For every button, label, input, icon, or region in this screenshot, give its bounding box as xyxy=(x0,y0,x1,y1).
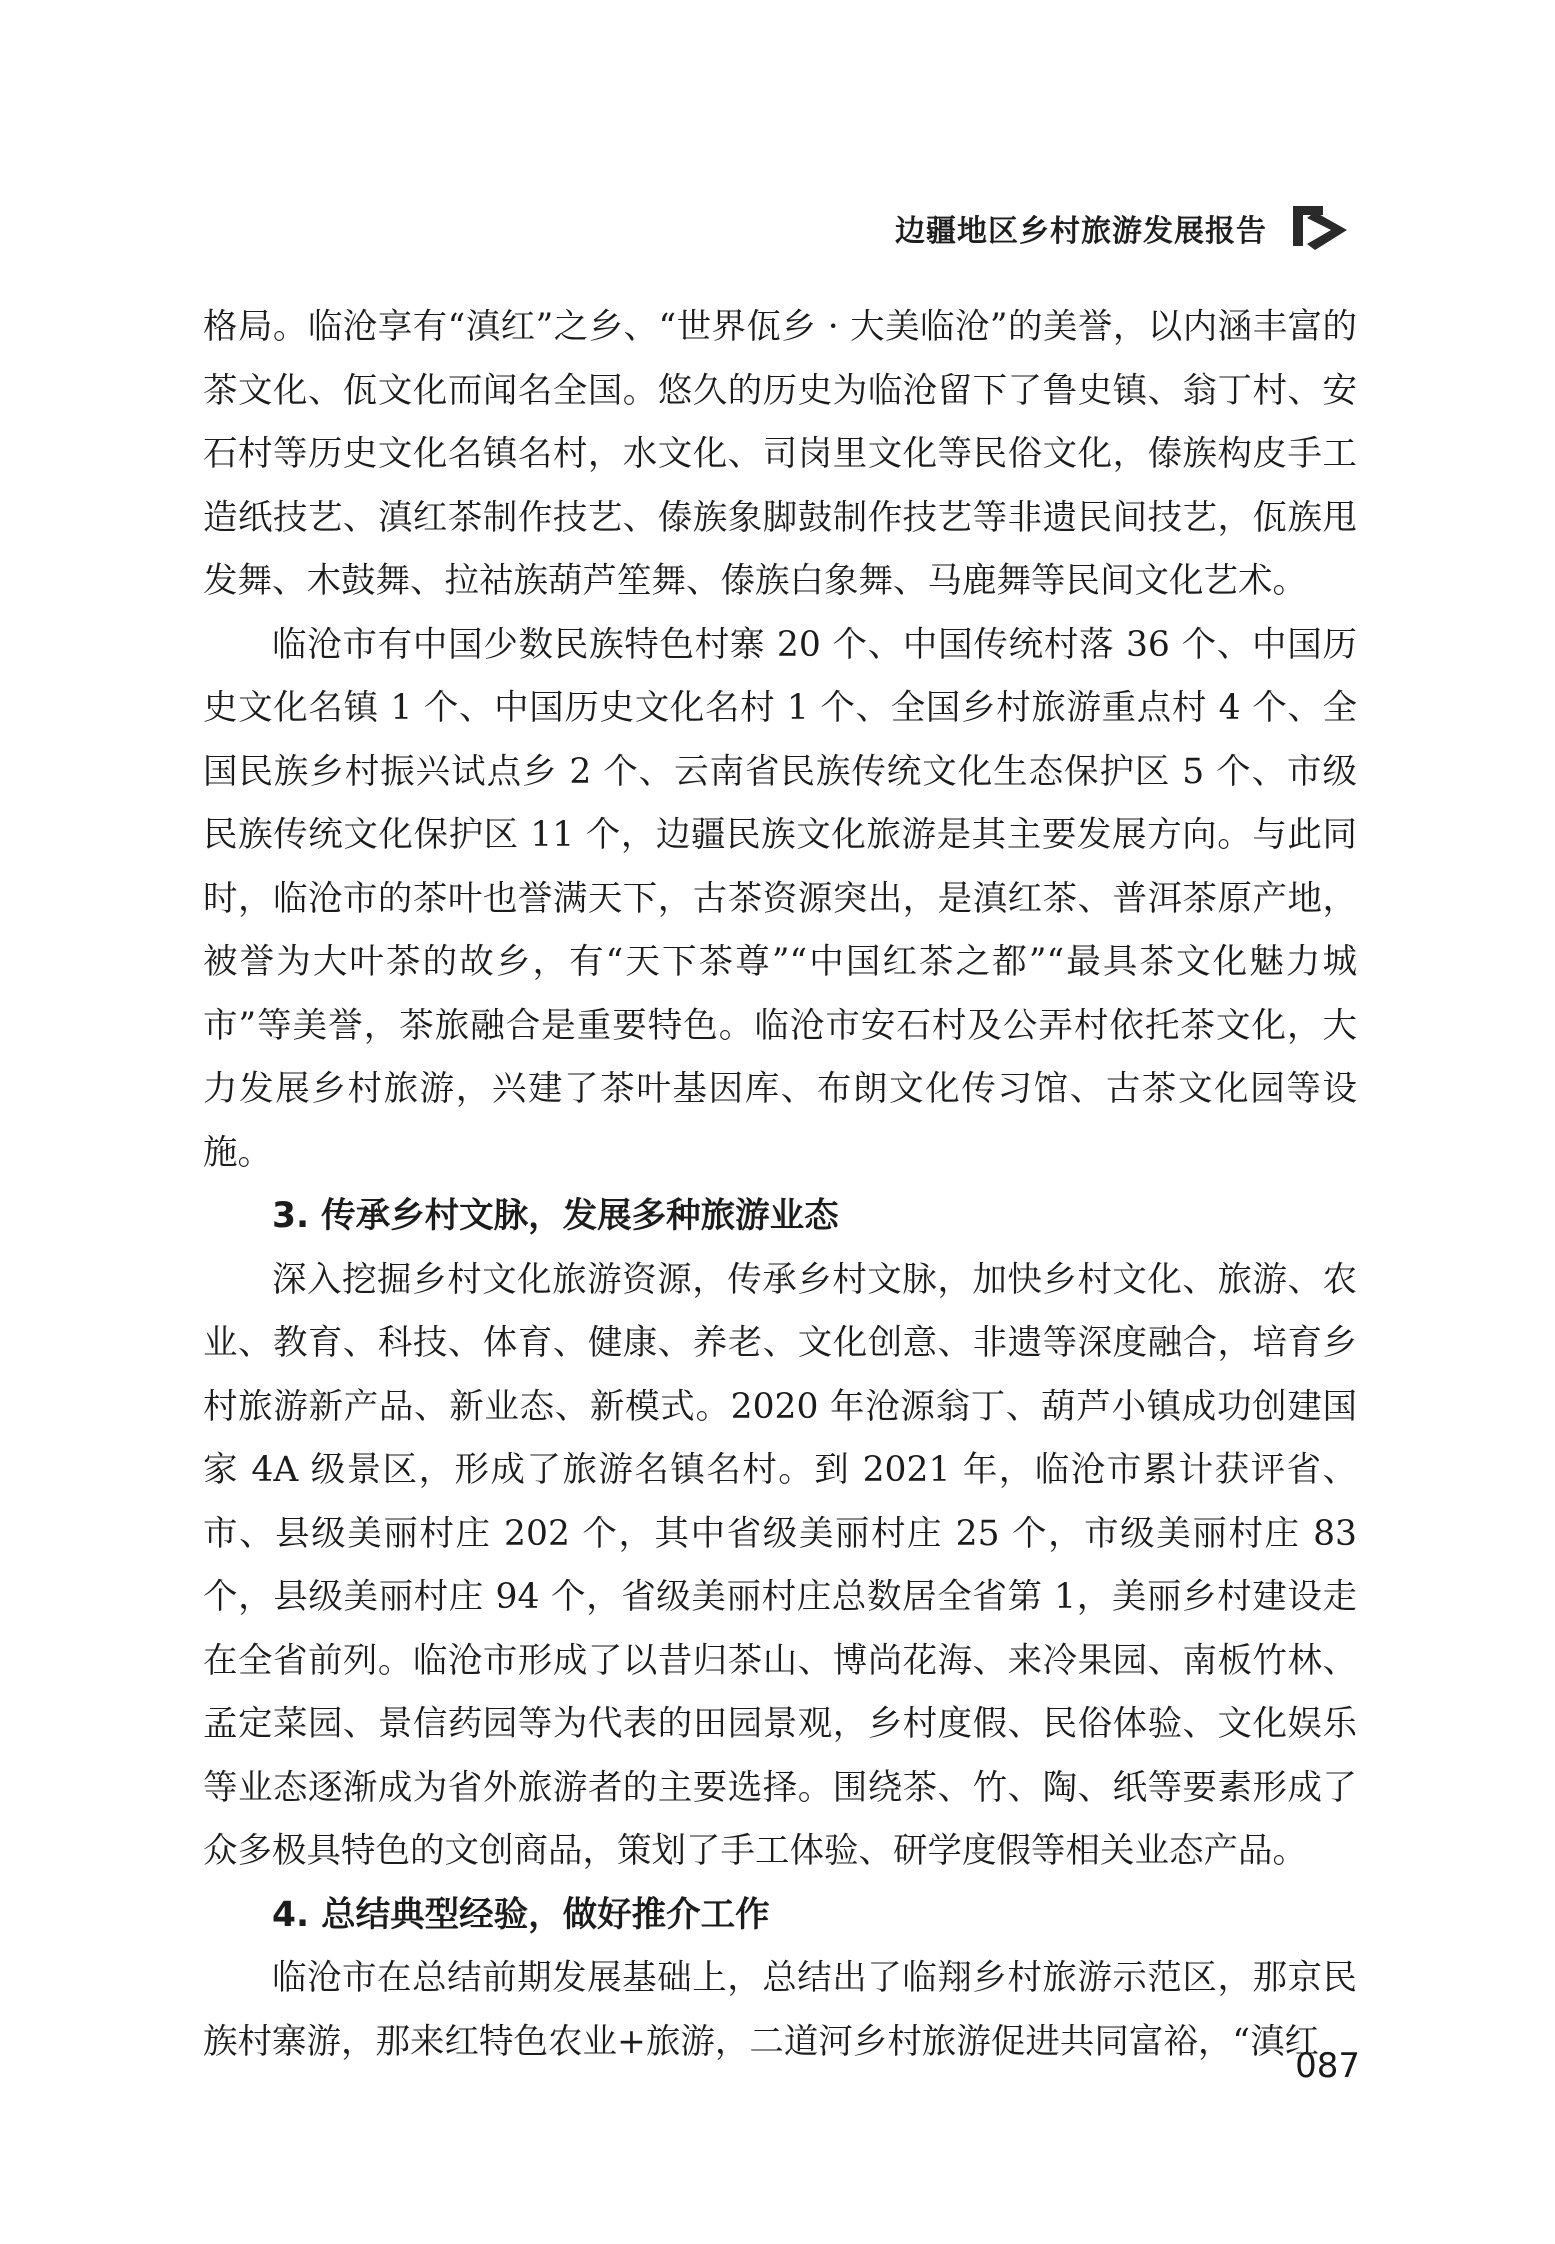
page-number: 087 xyxy=(1295,2046,1360,2086)
section-heading: 3. 传承乡村文脉，发展多种旅游业态 xyxy=(272,1196,839,1236)
section-heading: 4. 总结典型经验，做好推介工作 xyxy=(272,1894,770,1935)
header-title: 边疆地区乡村旅游发展报告 xyxy=(895,214,1267,249)
running-header xyxy=(895,200,1355,256)
paragraph: 临沧市在总结前期发展基础上，总结出了临翔乡村旅游示范区，那京民族村寨游，那来红特色农业+旅游，二道河乡村旅游促进共同富裕，“滇红 xyxy=(203,1958,1357,2062)
chevron-arrow-icon xyxy=(1289,200,1355,256)
paragraph: 临沧市有中国少数民族特色村寨 20 个、中国传统村落 36 个、中国历史文化名镇 1 个、中国历史文化名村 1 个、全国乡村旅游重点村 4 个、全国民族乡村振兴试点乡 2 个、云南省民族传统文化生态保护区 5 个、市级民族传统文化保护区 11 个，边疆民族文化旅游是其主要发展方向。与此同时，临沧市的茶叶也誉满天下，古茶资源突出，是滇红茶、普洱茶原产地，被誉为大叶茶的故乡，有“天下茶尊”“中国红茶之都”“最具茶文化魅力城市”等美誉，茶旅融合是重要特色。临沧市安石村及公弄村依托茶文化，大力发展乡村旅游，兴建了茶叶基因库、布朗文化传习馆、古茶文化园等设施。 xyxy=(203,624,1357,1173)
article-body xyxy=(203,296,1357,2074)
paragraph: 格局。临沧享有“滇红”之乡、“世界佤乡 · 大美临沧”的美誉，以内涵丰富的茶文化、佤文化而闻名全国。悠久的历史为临沧留下了鲁史镇、翁丁村、安石村等历史文化名镇名村，水文化、司岗里文化等民俗文化，傣族构皮手工造纸技艺、滇红茶制作技艺、傣族象脚鼓制作技艺等非遗民间技艺，佤族甩发舞、木鼓舞、拉祜族葫芦笙舞、傣族白象舞、马鹿舞等民间文化艺术。 xyxy=(203,307,1357,601)
paragraph: 深入挖掘乡村文化旅游资源，传承乡村文脉，加快乡村文化、旅游、农业、教育、科技、体育、健康、养老、文化创意、非遗等深度融合，培育乡村旅游新产品、新业态、新模式。2020 年沧源翁丁、葫芦小镇成功创建国家 4A 级景区，形成了旅游名镇名村。到 2021 年，临沧市累计获评省、市、县级美丽村庄 202 个，其中省级美丽村庄 25 个，市级美丽村庄 83 个，县级美丽村庄 94 个，省级美丽村庄总数居全省第 1，美丽乡村建设走在全省前列。临沧市形成了以昔归茶山、博尚花海、来冷果园、南板竹林、孟定菜园、景信药园等为代表的田园景观，乡村度假、民俗体验、文化娱乐等业态逐渐成为省外旅游者的主要选择。围绕茶、竹、陶、纸等要素形成了众多极具特色的文创商品，策划了手工体验、研学度假等相关业态产品。 xyxy=(203,1259,1357,1871)
